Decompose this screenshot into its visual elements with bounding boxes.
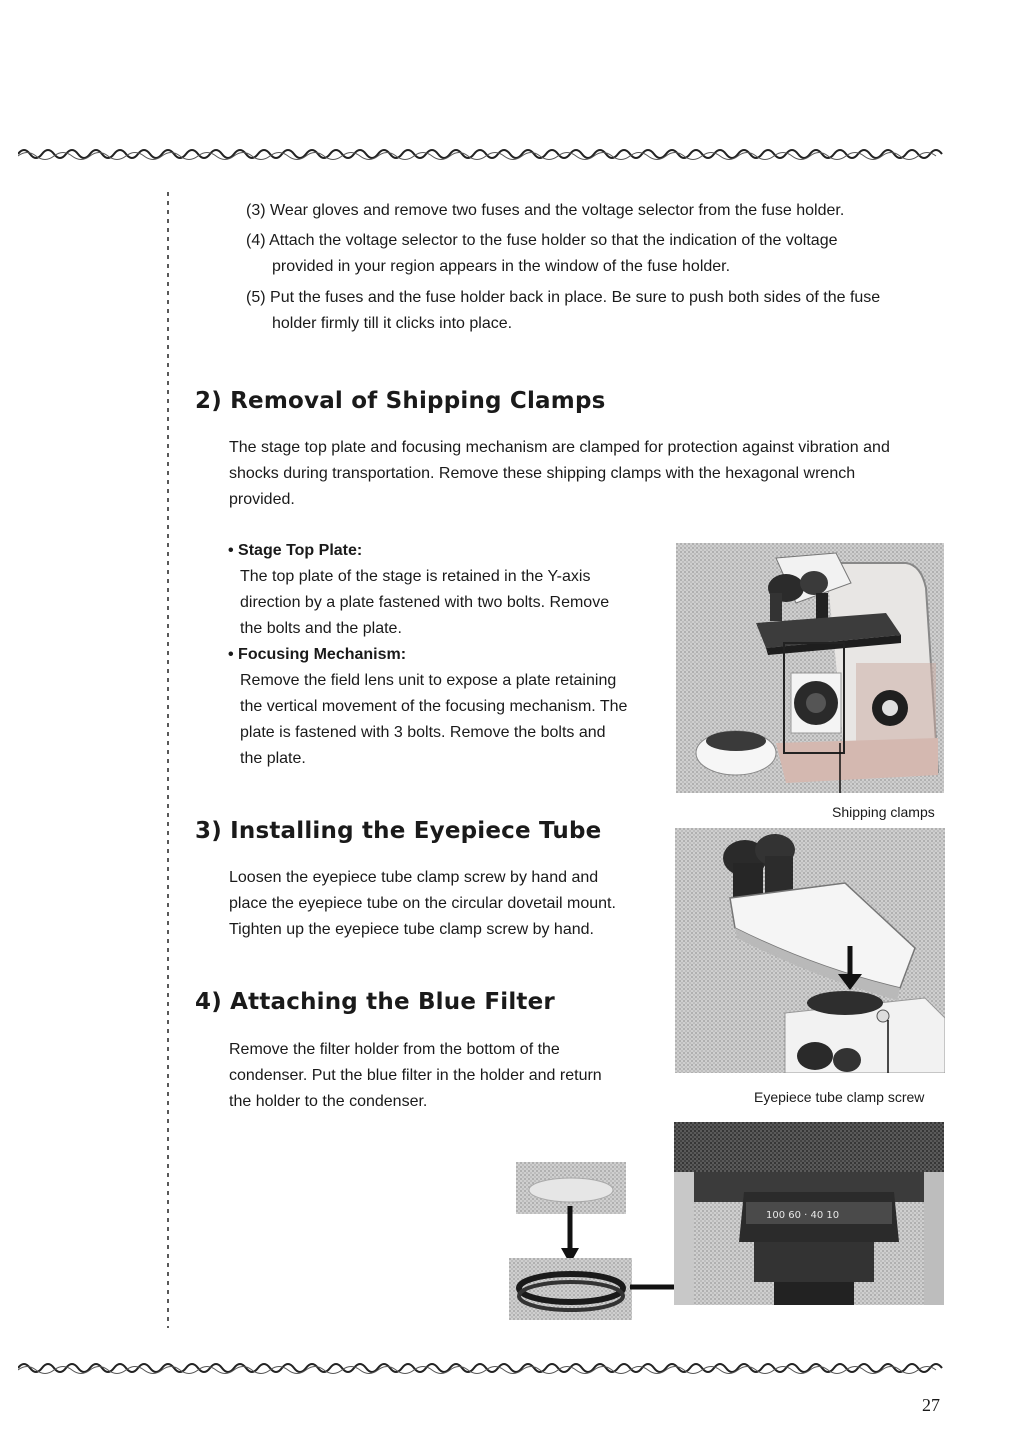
condenser-dial-text: 100 60 · 40 10 [766, 1210, 840, 1221]
bullet-line: plate is fastened with 3 bolts. Remove the bolts and [240, 724, 606, 741]
bullet-line: direction by a plate fastened with two bolts. Remove [240, 594, 610, 611]
step-text: Attach the voltage selector to the fuse holder so that the indication of the voltage [269, 232, 838, 249]
body-line: place the eyepiece tube on the circular dovetail mount. [229, 895, 616, 912]
bullet-line: the vertical movement of the focusing mechanism. The [240, 698, 628, 715]
shipping-clamps-caption: Shipping clamps [832, 804, 935, 820]
step-number: (5) [246, 289, 266, 306]
section-2-bullets [228, 538, 668, 772]
body-line: Remove the filter holder from the bottom of the [229, 1041, 560, 1058]
bullet-line: the bolts and the plate. [240, 620, 402, 637]
step-text: Put the fuses and the fuse holder back in place. Be sure to push both sides of the fuse [270, 289, 881, 306]
eyepiece-clamp-screw-caption: Eyepiece tube clamp screw [754, 1089, 925, 1105]
intro-line: provided. [229, 491, 295, 508]
body-line: Tighten up the eyepiece tube clamp screw by hand. [229, 921, 594, 938]
top-wave-rule [18, 146, 946, 162]
step-text: Wear gloves and remove two fuses and the voltage selector from the fuse holder. [270, 202, 845, 219]
body-line: Loosen the eyepiece tube clamp screw by hand and [229, 869, 599, 886]
intro-line: shocks during transportation. Remove these shipping clamps with the hexagonal wrench [229, 465, 856, 482]
step-text-continued: holder firmly till it clicks into place. [272, 315, 513, 332]
bullet-stage-top-plate: • Stage Top Plate: [228, 542, 363, 559]
step-number: (3) [246, 202, 266, 219]
margin-dotted-line [166, 192, 170, 1328]
bullet-line: the plate. [240, 750, 306, 767]
section-2-heading: 2) Removal of Shipping Clamps [195, 388, 606, 414]
arrow-down-icon [560, 1206, 580, 1264]
step-number: (4) [246, 232, 266, 249]
page-number: 27 [922, 1395, 940, 1415]
section-2-intro [229, 435, 959, 513]
body-line: the holder to the condenser. [229, 1093, 428, 1110]
bullet-line: The top plate of the stage is retained in the Y-axis [240, 568, 591, 585]
filter-holder-photo [509, 1258, 632, 1320]
bottom-wave-rule [18, 1360, 946, 1376]
section-4-heading: 4) Attaching the Blue Filter [195, 989, 555, 1015]
eyepiece-tube-photo [675, 828, 945, 1073]
condenser-photo [674, 1122, 944, 1305]
step-3 [246, 198, 966, 224]
intro-line: The stage top plate and focusing mechanism are clamped for protection against vibration and [229, 439, 890, 456]
microscope-shipping-clamps-photo [676, 543, 944, 793]
bullet-focusing-mechanism: • Focusing Mechanism: [228, 646, 407, 663]
step-text-continued: provided in your region appears in the window of the fuse holder. [272, 258, 731, 275]
step-4 [246, 228, 966, 280]
bullet-line: Remove the field lens unit to expose a plate retaining [240, 672, 617, 689]
body-line: condenser. Put the blue filter in the holder and return [229, 1067, 602, 1084]
section-3-body [229, 865, 669, 943]
section-3-heading: 3) Installing the Eyepiece Tube [195, 818, 602, 844]
section-4-body [229, 1037, 669, 1115]
step-5 [246, 285, 966, 337]
